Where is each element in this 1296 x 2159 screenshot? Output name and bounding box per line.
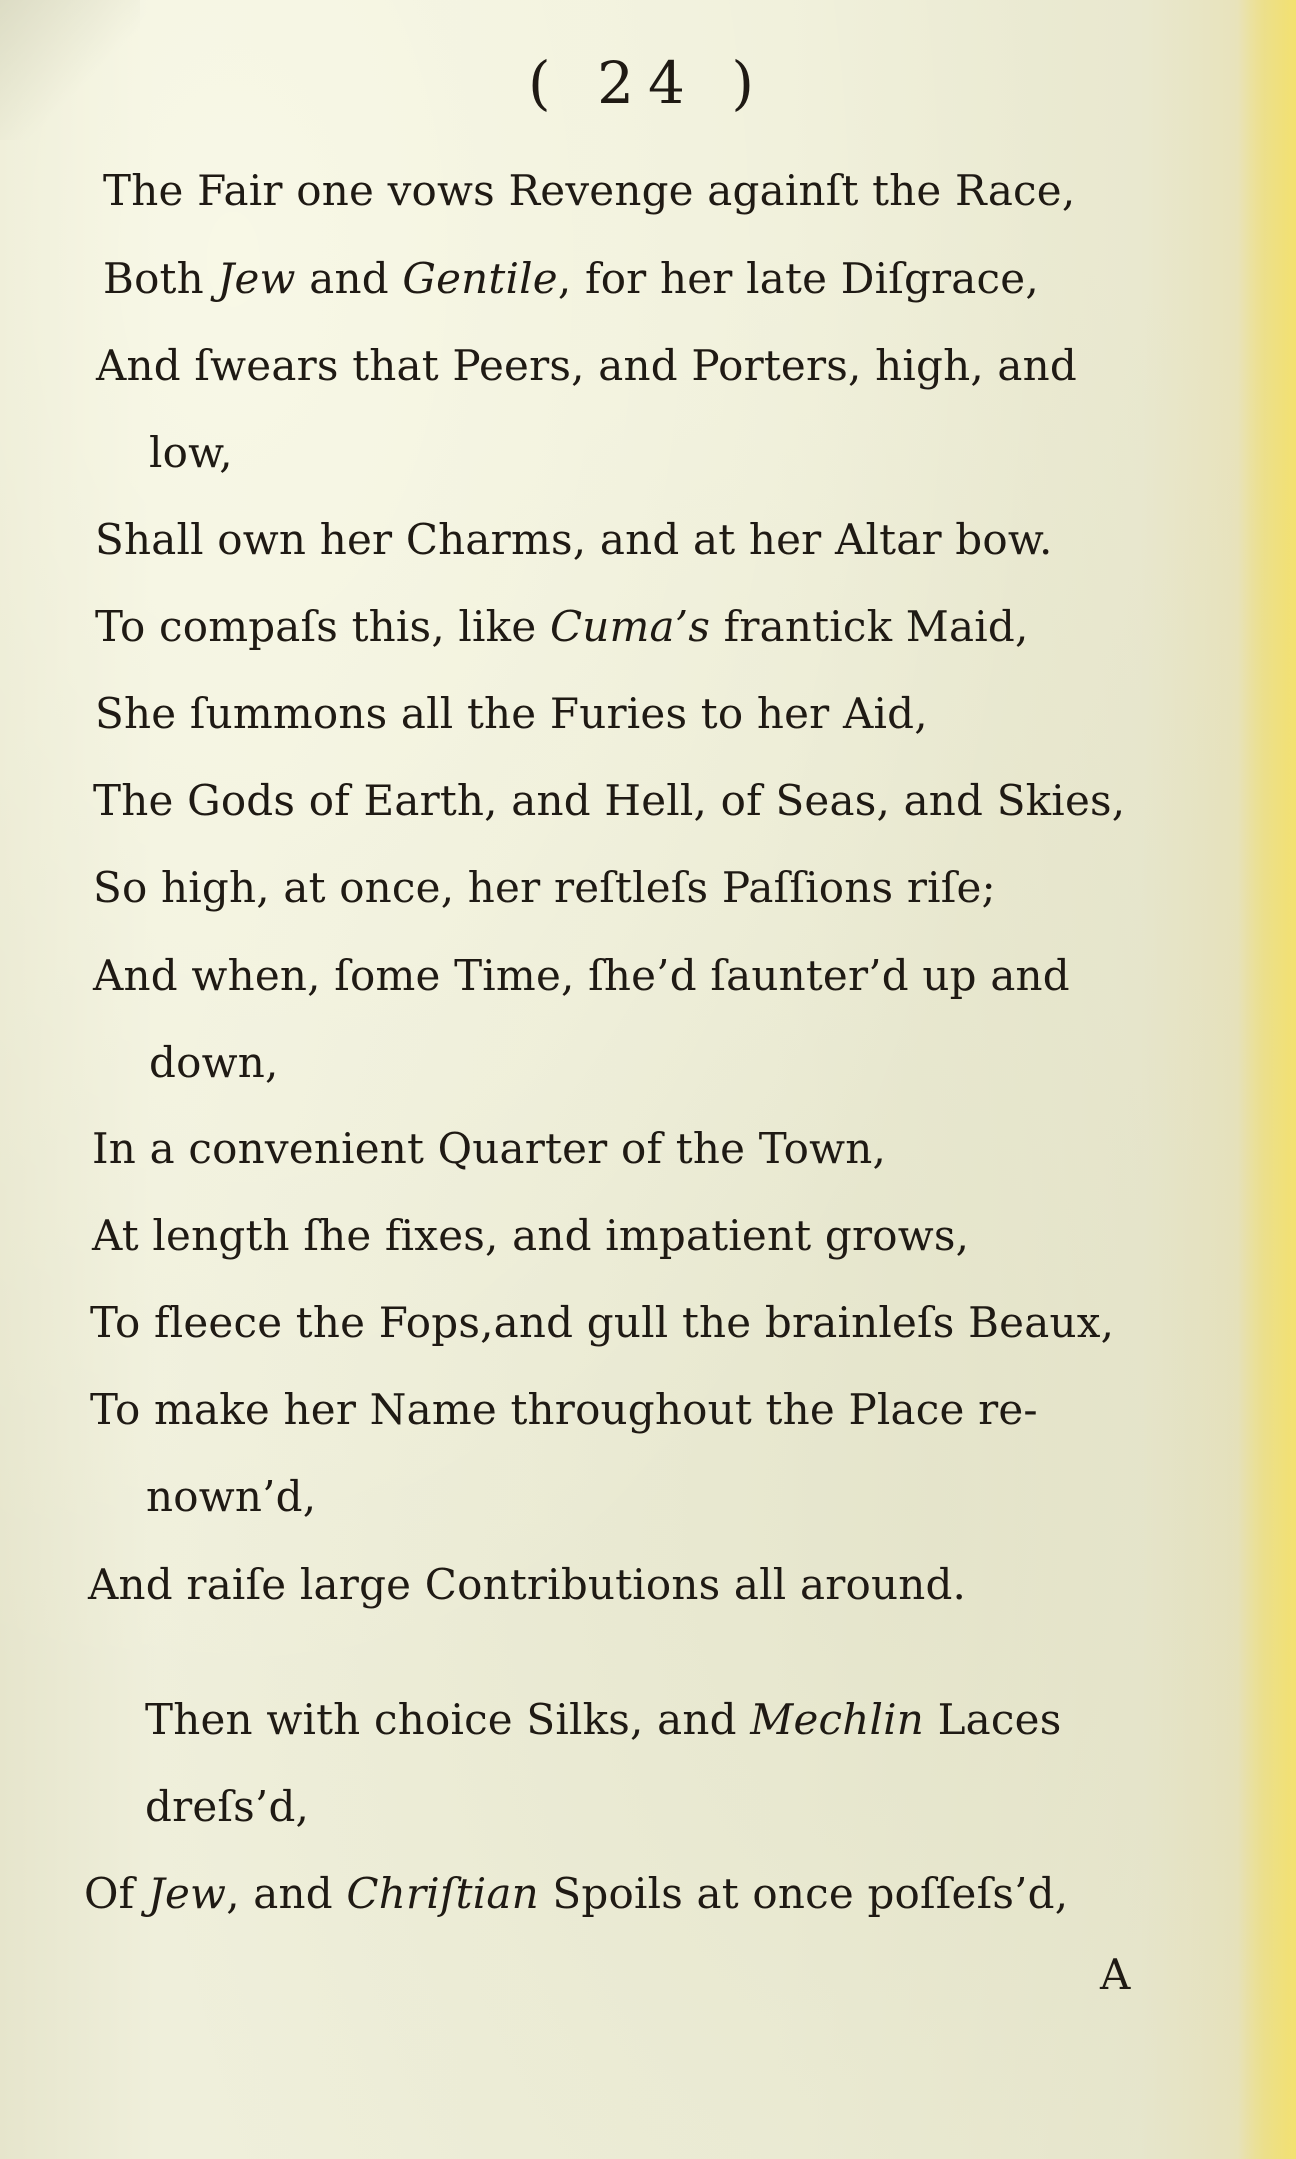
text-run: She ſummons all the Furies to her Aid, (95, 689, 928, 738)
text-run: So high, at once, her reſtleſs Paſſions riſe; (93, 863, 996, 912)
poem-line (93, 946, 1070, 1006)
text-run: , and (226, 1869, 347, 1918)
text-run: Laces (924, 1695, 1062, 1744)
text-run: low, (149, 428, 233, 477)
catchword: A (1100, 1950, 1131, 1999)
text-run: The Fair one vows Revenge againſt the Race, (103, 166, 1076, 215)
text-run: Shall own her Charms, and at her Altar bow. (95, 515, 1053, 564)
text-run: , for her late Diſgrace, (557, 254, 1039, 303)
poem-line (95, 597, 1029, 657)
poem-line (149, 423, 233, 483)
page-number: ( 24 ) (528, 49, 768, 117)
text-run: And ſwears that Peers, and Porters, high, and (96, 341, 1078, 390)
text-run: Spoils at once poſſeſs’d, (538, 1869, 1069, 1918)
text-run: Then with choice Silks, and (145, 1695, 751, 1744)
poem-line (145, 1777, 309, 1837)
text-run: frantick Maid, (710, 602, 1029, 651)
poem-line (84, 1864, 1068, 1924)
poem-line (149, 1033, 279, 1093)
poem-line (95, 510, 1053, 570)
poem-line (93, 771, 1125, 831)
text-run: down, (149, 1038, 279, 1087)
poem-line (90, 1293, 1114, 1353)
italic-word: Jew (217, 254, 296, 303)
text-run: The Gods of Earth, and Hell, of Seas, and Skies, (93, 776, 1126, 825)
text-run: In a convenient Quarter of the Town, (92, 1124, 887, 1173)
text-run: and (295, 254, 403, 303)
page-edge-yellowing (1238, 0, 1296, 2159)
italic-word: Jew (147, 1869, 227, 1918)
poem-line (146, 1467, 316, 1527)
text-run: To fleece the Fops,and gull the brainleſs Beaux, (90, 1298, 1115, 1347)
italic-word: Cuma’s (549, 602, 711, 651)
text-run: dreſs’d, (145, 1782, 310, 1831)
poem-line (95, 684, 928, 744)
poem-line (96, 336, 1077, 396)
poem-line (93, 858, 996, 918)
text-run: At length ſhe fixes, and impatient grows, (92, 1211, 970, 1260)
poem-line (92, 1206, 969, 1266)
poem-line (103, 249, 1039, 309)
text-run: Of (84, 1869, 148, 1918)
poem-line (92, 1119, 886, 1179)
poem-line (88, 1555, 966, 1615)
text-run: To make her Name throughout the Place re- (90, 1385, 1038, 1434)
italic-word: Gentile (402, 254, 558, 303)
text-run: And raiſe large Contributions all around. (88, 1560, 967, 1609)
text-run: To compaſs this, like (95, 602, 550, 651)
poem-line (103, 161, 1075, 221)
italic-word: Mechlin (750, 1695, 925, 1744)
text-run: And when, ſome Time, ſhe’d ſaunter’d up and (93, 951, 1070, 1000)
text-run: nown’d, (146, 1472, 317, 1521)
italic-word: Chriſtian (346, 1869, 539, 1918)
poem-line (145, 1690, 1061, 1750)
poem-line (90, 1380, 1038, 1440)
text-run: Both (103, 254, 218, 303)
